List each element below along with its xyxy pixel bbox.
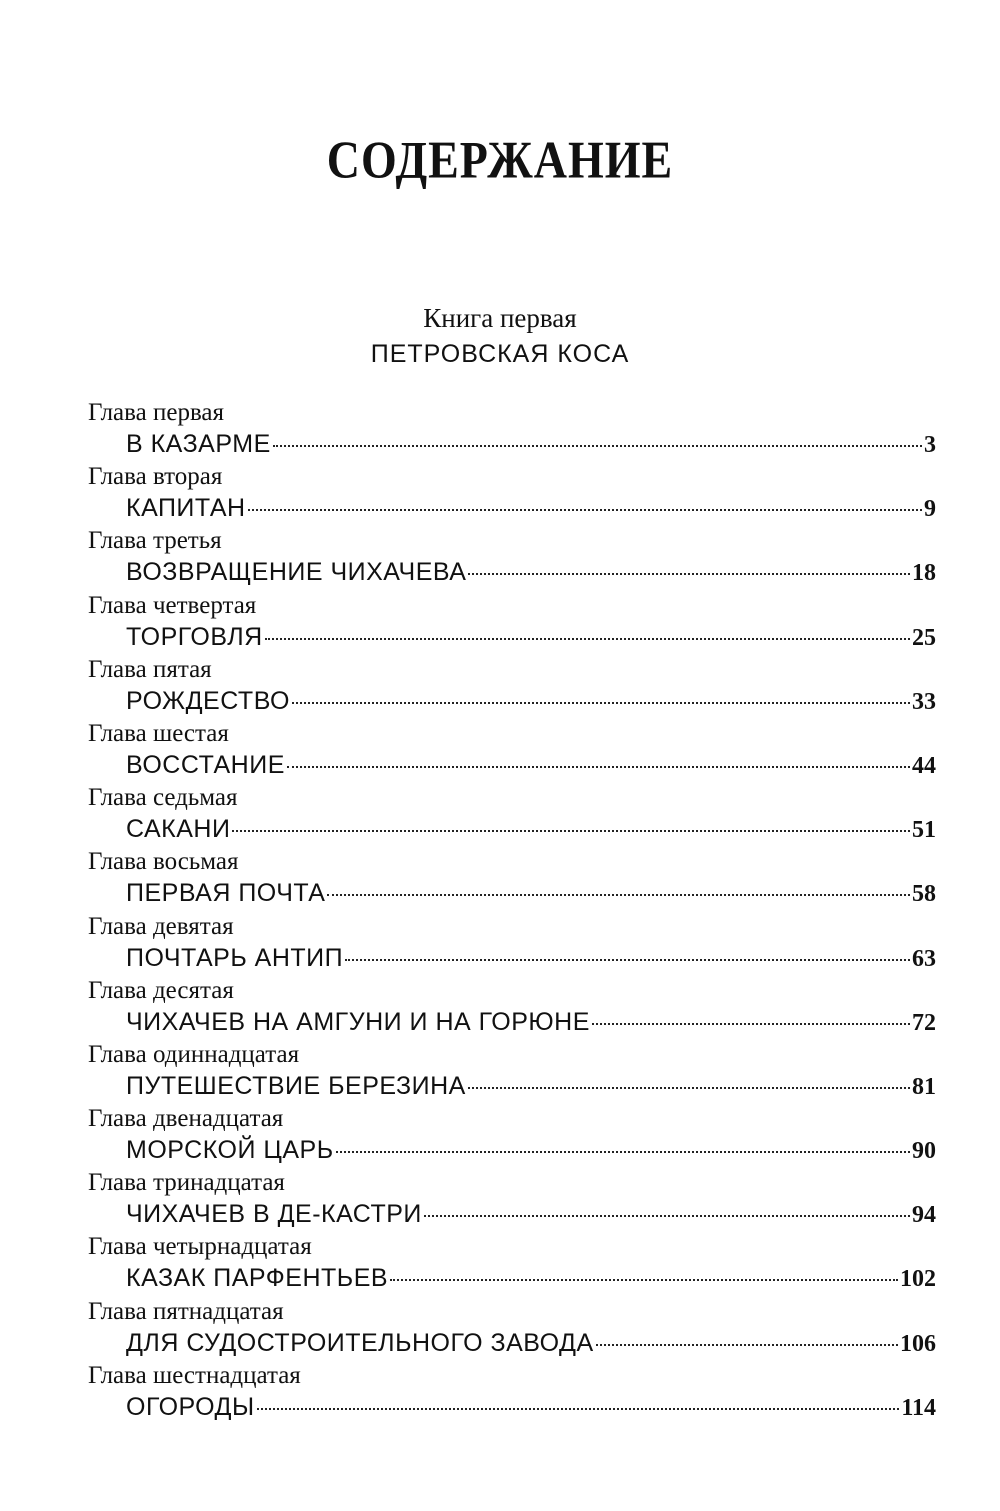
toc-entry[interactable] [88, 1230, 936, 1294]
chapter-label: Глава пятая [88, 655, 212, 683]
chapter-title: ПЕРВАЯ ПОЧТА [126, 879, 326, 908]
toc-entry[interactable] [88, 845, 936, 909]
chapter-label: Глава пятнадцатая [88, 1297, 284, 1325]
dot-leader [390, 1279, 898, 1281]
chapter-title-line [126, 493, 936, 524]
chapter-label: Глава одиннадцатая [88, 1040, 300, 1068]
chapter-title-line [126, 1199, 936, 1230]
toc-entry[interactable] [88, 589, 936, 653]
chapter-title: ДЛЯ СУДОСТРОИТЕЛЬНОГО ЗАВОДА [126, 1328, 594, 1357]
page-number: 72 [912, 1009, 936, 1036]
chapter-label: Глава двенадцатая [88, 1105, 284, 1133]
page-number: 63 [912, 945, 936, 972]
dot-leader [327, 894, 910, 896]
page-number: 81 [912, 1073, 936, 1100]
page-number: 90 [912, 1138, 936, 1165]
page-number: 18 [912, 560, 936, 587]
chapter-title-line [126, 1135, 936, 1166]
chapter-title: ЧИХАЧЕВ В ДЕ-КАСТРИ [126, 1200, 422, 1229]
chapter-label: Глава четвертая [88, 591, 257, 619]
chapter-title: ВОССТАНИЕ [126, 750, 285, 779]
chapter-title-line [126, 814, 936, 845]
chapter-title-line [126, 1328, 936, 1359]
dot-leader [257, 1408, 900, 1410]
page-number: 25 [912, 624, 936, 651]
page-number: 114 [901, 1394, 936, 1421]
page-number: 102 [900, 1266, 936, 1293]
chapter-title: ЧИХАЧЕВ НА АМГУНИ И НА ГОРЮНЕ [126, 1007, 590, 1036]
dot-leader [592, 1023, 910, 1025]
dot-leader [424, 1215, 910, 1217]
page-number: 51 [912, 817, 936, 844]
page-number: 94 [912, 1202, 936, 1229]
chapter-label: Глава шестая [88, 719, 229, 747]
dot-leader [265, 638, 910, 640]
chapter-title-line [126, 686, 936, 717]
page-number: 3 [924, 432, 936, 458]
toc-entry[interactable] [88, 1295, 936, 1359]
chapter-title: В КАЗАРМЕ [126, 430, 271, 458]
chapter-label: Глава десятая [88, 976, 234, 1004]
dot-leader [336, 1151, 910, 1153]
dot-leader [292, 702, 910, 704]
page-title: СОДЕРЖАНИЕ [326, 130, 674, 189]
toc-entry[interactable] [88, 717, 936, 781]
chapter-title: РОЖДЕСТВО [126, 686, 290, 715]
chapter-title: КАПИТАН [126, 494, 246, 523]
chapter-title-line [126, 943, 936, 974]
dot-leader [248, 509, 922, 511]
chapter-title-line [126, 622, 936, 653]
dot-leader [345, 959, 910, 961]
chapter-title-line [126, 1392, 936, 1423]
chapter-title: ВОЗВРАЩЕНИЕ ЧИХАЧЕВА [126, 558, 467, 587]
dot-leader [596, 1344, 898, 1346]
dot-leader [468, 573, 910, 575]
chapter-title-line [126, 750, 936, 781]
chapter-label: Глава тринадцатая [88, 1169, 285, 1197]
chapter-label: Глава шестнадцатая [88, 1361, 301, 1389]
book-number: Книга первая [423, 303, 577, 333]
toc-entry[interactable] [88, 974, 936, 1038]
chapter-label: Глава восьмая [88, 848, 239, 876]
chapter-label: Глава девятая [88, 912, 234, 940]
page-number: 106 [900, 1330, 936, 1357]
chapter-title-line [126, 1263, 936, 1294]
toc-entry[interactable] [88, 781, 936, 845]
toc-entry[interactable] [88, 1038, 936, 1102]
toc-entry[interactable] [88, 524, 936, 588]
chapter-title: САКАНИ [126, 815, 231, 844]
book-title: ПЕТРОВСКАЯ КОСА [370, 340, 630, 368]
chapter-title-line [126, 1071, 936, 1102]
dot-leader [273, 445, 922, 447]
chapter-title-line [126, 557, 936, 588]
chapter-title: ПУТЕШЕСТВИЕ БЕРЕЗИНА [126, 1071, 466, 1100]
chapter-title-line [126, 878, 936, 909]
chapter-title: МОРСКОЙ ЦАРЬ [126, 1136, 334, 1165]
chapter-label: Глава четырнадцатая [88, 1233, 312, 1261]
chapter-label: Глава третья [88, 527, 222, 555]
chapter-title: ОГОРОДЫ [126, 1392, 255, 1421]
page-number: 33 [912, 688, 936, 715]
page-number: 44 [912, 752, 936, 779]
chapter-label: Глава седьмая [88, 784, 238, 812]
chapter-title: КАЗАК ПАРФЕНТЬЕВ [126, 1264, 389, 1293]
table-of-contents [88, 396, 936, 1423]
toc-entry[interactable] [88, 1102, 936, 1166]
book-heading [0, 300, 1000, 372]
toc-entry[interactable] [88, 396, 936, 460]
dot-leader [287, 766, 910, 768]
toc-entry[interactable] [88, 1166, 936, 1230]
chapter-title: ТОРГОВЛЯ [126, 622, 263, 651]
chapter-title-line [126, 1007, 936, 1038]
toc-entry[interactable] [88, 910, 936, 974]
page-number: 58 [912, 881, 936, 908]
toc-entry[interactable] [88, 1359, 936, 1423]
chapter-label: Глава вторая [88, 463, 223, 491]
page-number: 9 [924, 496, 936, 523]
toc-entry[interactable] [88, 653, 936, 717]
chapter-title-line [126, 429, 936, 460]
toc-entry[interactable] [88, 460, 936, 524]
dot-leader [468, 1087, 910, 1089]
chapter-label: Глава первая [88, 399, 225, 426]
chapter-title: ПОЧТАРЬ АНТИП [126, 943, 344, 972]
dot-leader [232, 830, 910, 832]
